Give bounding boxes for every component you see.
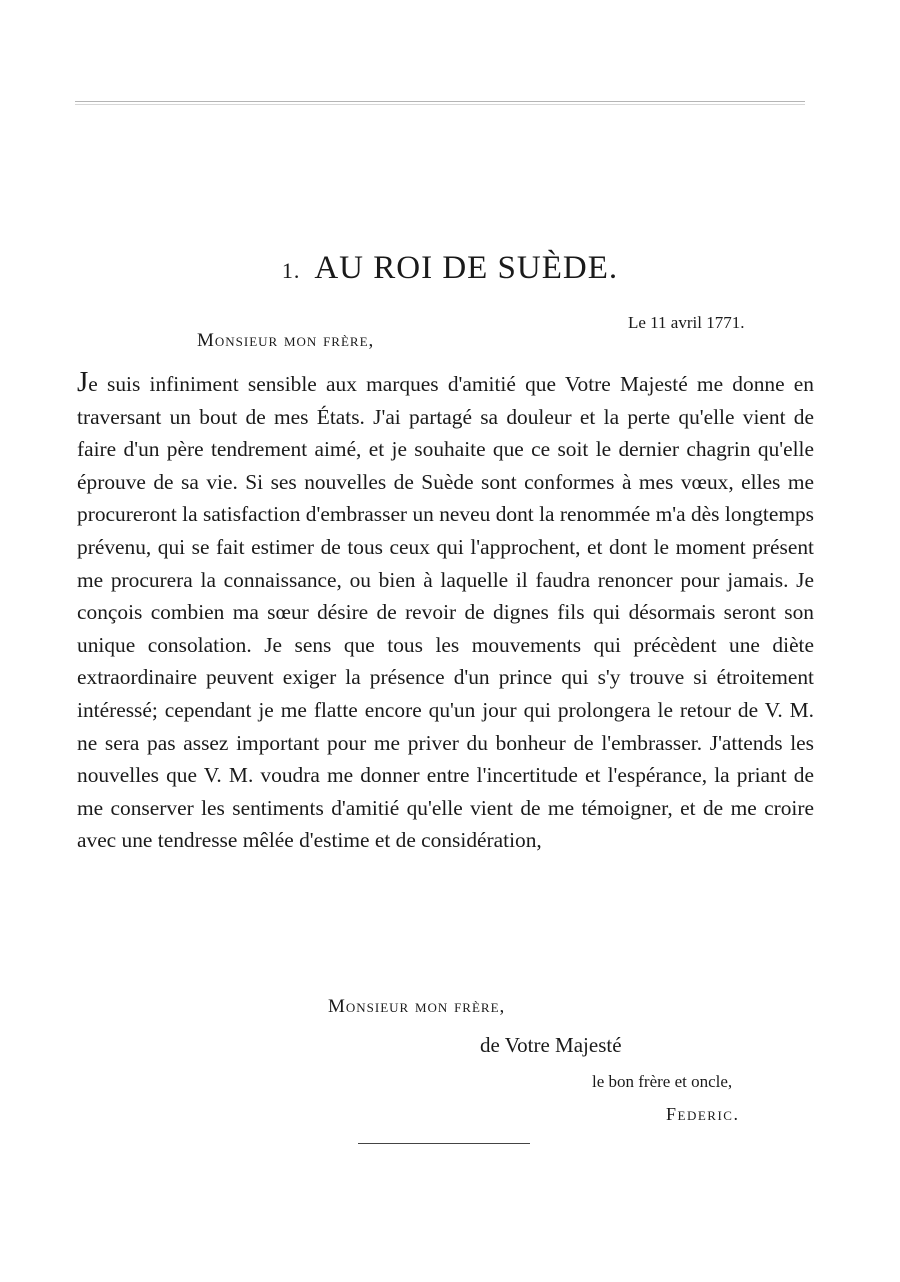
letter-title [0,250,900,287]
closing-relation: le bon frère et oncle, [592,1072,733,1091]
letter-date: Le 11 avril 1771. [628,313,745,332]
top-rule [75,101,805,105]
body-initial: J [77,366,89,398]
letter-title-text: AU ROI DE SUÈDE. [314,250,619,286]
salutation: Monsieur mon frère, [197,330,375,351]
closing-salutation: Monsieur mon frère, [328,996,506,1017]
bottom-rule [358,1143,530,1144]
letter-number: 1. [281,258,301,283]
body-text: e suis infiniment sensible aux marques d'amitié que Votre Majesté me donne en traversant un bout de mes États. J'ai partagé sa douleur et la perte qu'elle vient de faire d'un père tendrement aimé, et je souhaite que ce soit le dernier chagrin qu'elle éprouve de sa vie. Si ses nouvelles de Suède sont conformes à mes vœux, elles me procureront la satisfaction d'embrasser un neveu dont la renommée m'a dès longtemps prévenu, qui se fait estimer de tous ceux qui l'approchent, et dont le moment présent me procurera la connaissance, ou bien à laquelle il faudra renoncer pour jamais. Je conçois combien ma sœur désire de revoir de dignes fils qui désormais seront son unique consolation. Je sens que tous les mouvements qui précèdent une diète extraordinaire peuvent exiger la présence d'un prince qui s'y trouve si étroitement intéressé; cependant je me flatte encore qu'un jour qui prolongera le retour de V. M. ne sera pas assez important pour me priver du bonheur de l'embrasser. J'attends les nouvelles que V. M. voudra me donner entre l'incertitude et l'espérance, la priant de me conserver les sentiments d'amitié qu'elle vient de me témoigner, et de me croire avec une tendresse mêlée d'estime et de considération, [77,372,814,853]
closing-line: de Votre Majesté [480,1033,622,1057]
letter-body [77,366,814,857]
signature: Federic. [666,1104,740,1124]
